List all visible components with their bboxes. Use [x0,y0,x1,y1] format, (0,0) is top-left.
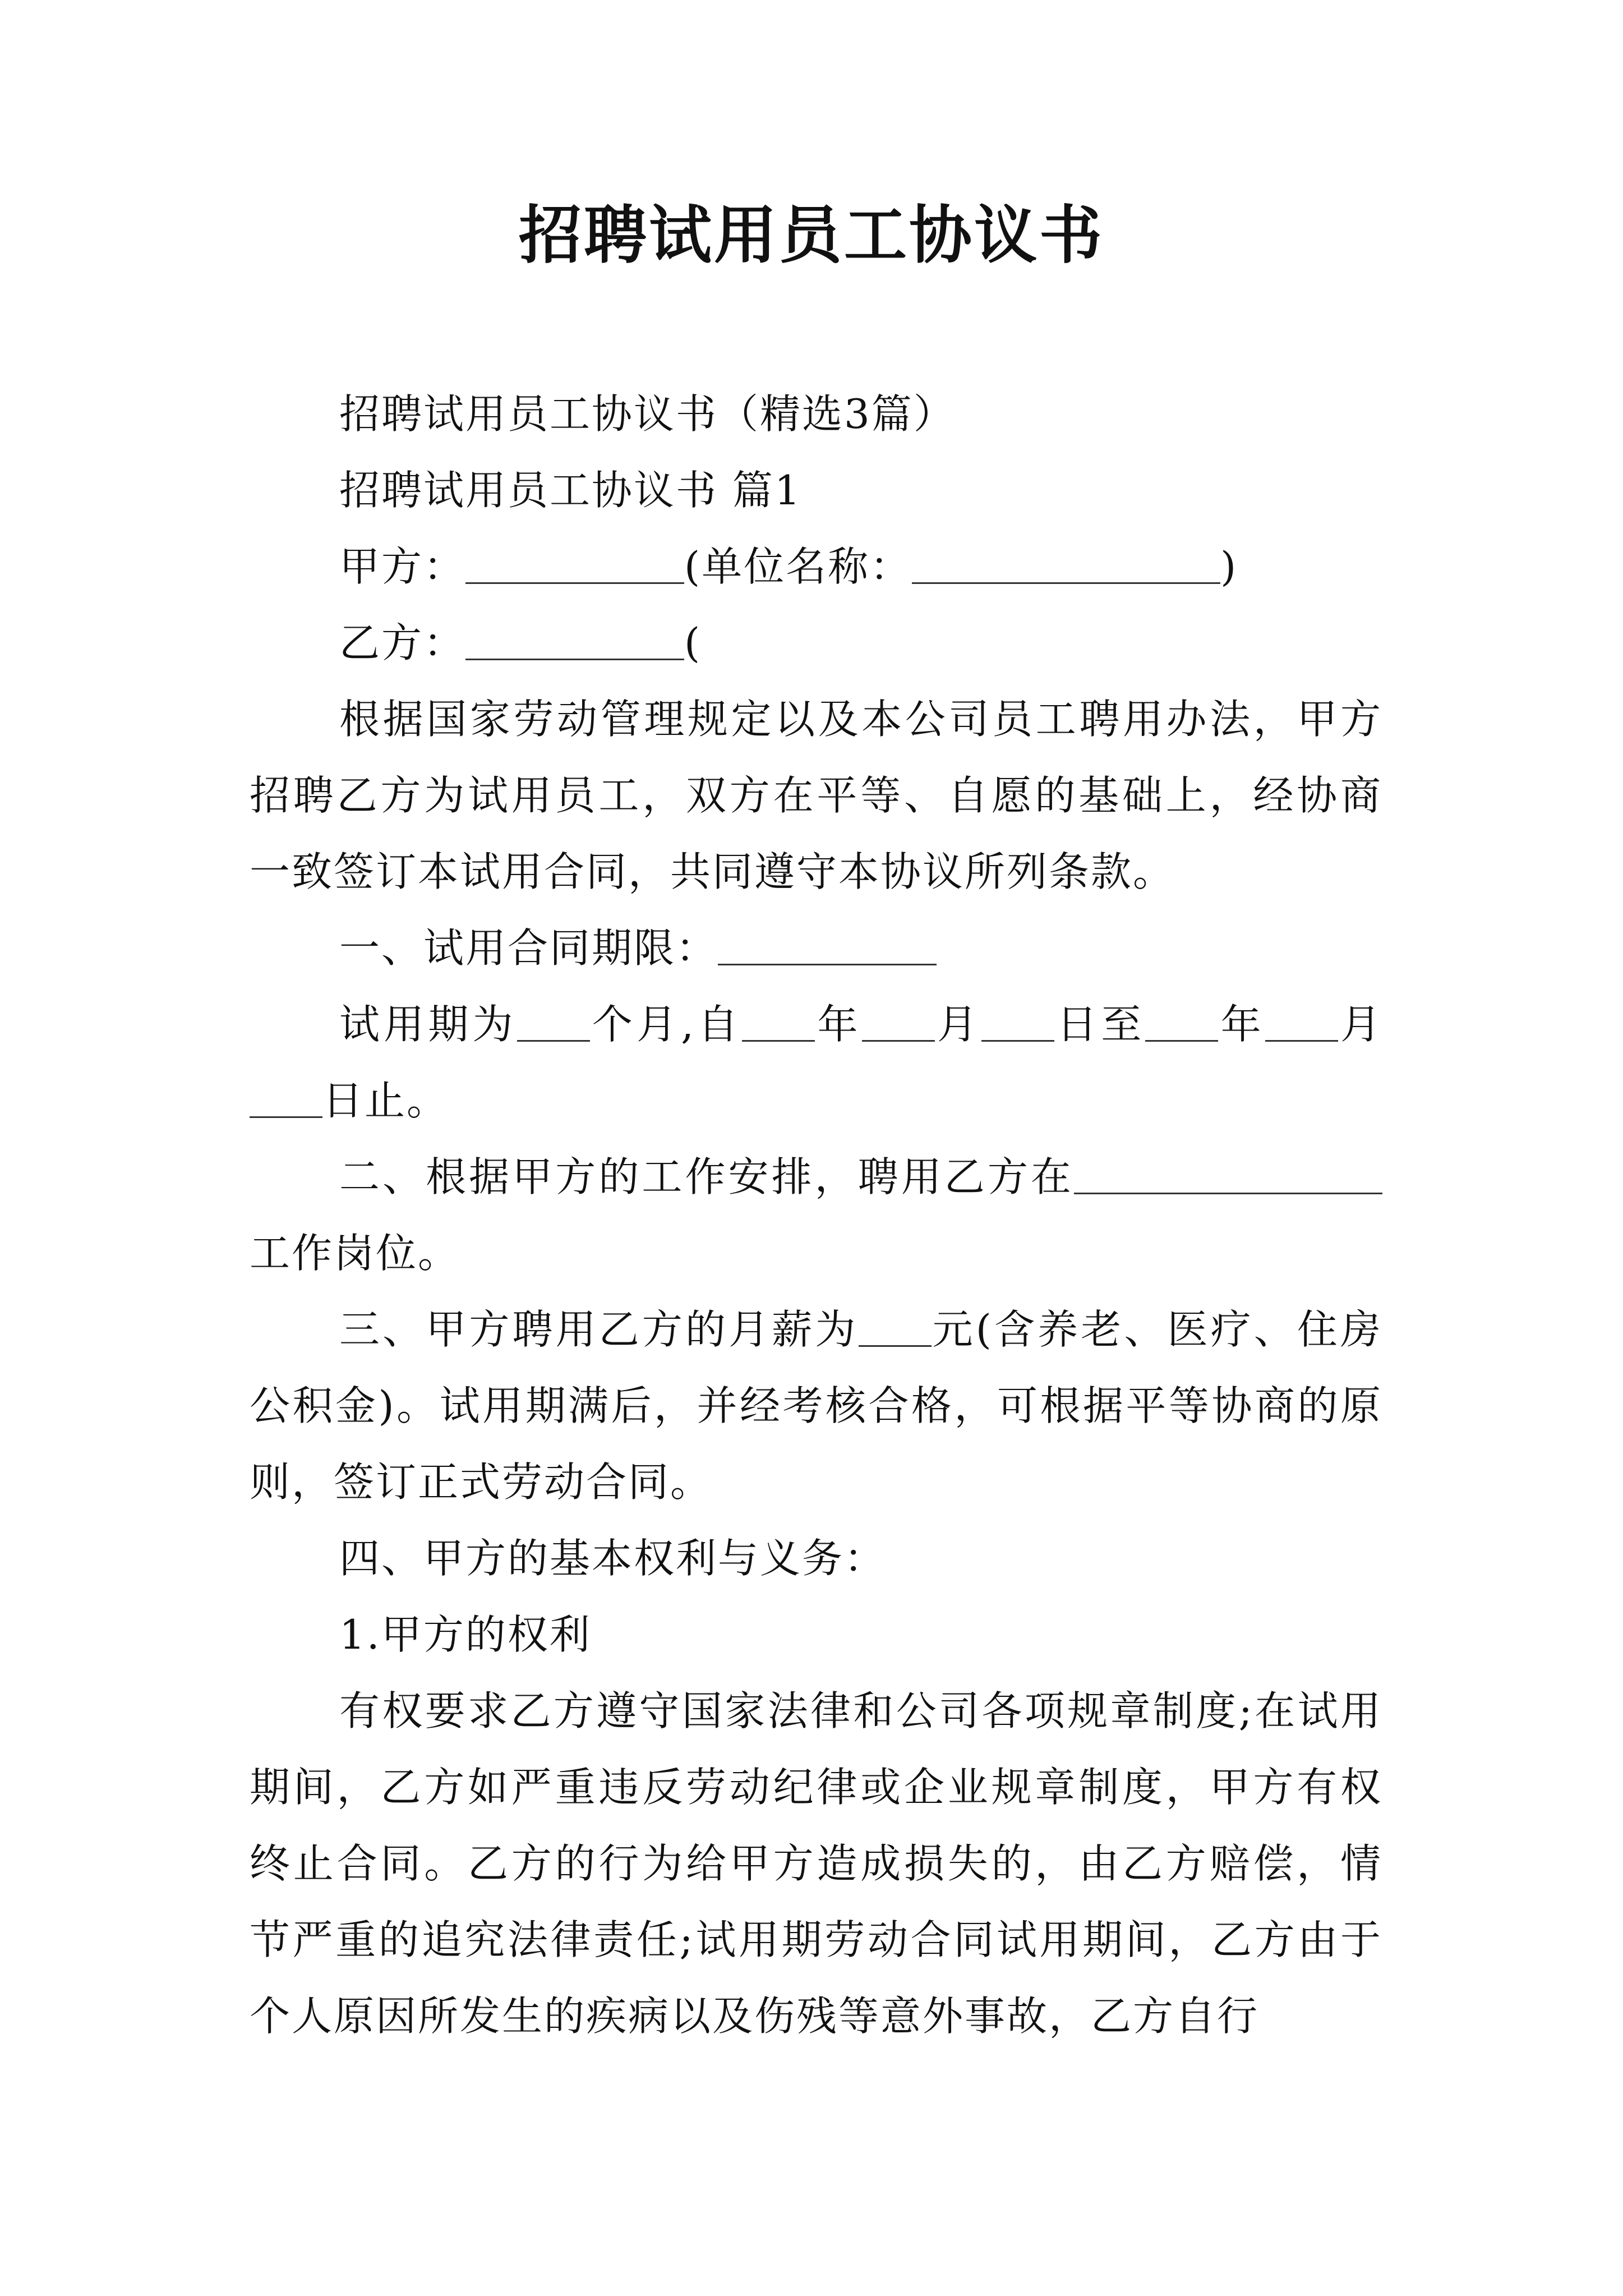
section-title: 招聘试用员工协议书 篇1 [339,467,802,514]
clause4-subtitle: 1.甲方的权利 [339,1611,592,1658]
party-a-line [250,528,1382,605]
end-day-blank [250,1077,322,1118]
clause3 [250,1291,1382,1520]
party-b-blank [465,619,684,660]
intro-paragraph: 根据国家劳动管理规定以及本公司员工聘用办法，甲方招聘乙方为试用员工，双方在平等、自愿的基础上，经协商一致签订本试用合同，共同遵守本协议所列条款。 [250,696,1382,895]
end-year-blank [1145,1001,1218,1042]
period-text-8: 日止。 [322,1077,449,1124]
start-day-blank [981,1001,1054,1042]
document-title: 招聘试用员工协议书 [519,199,1104,272]
period-text-7: 月 [1338,1001,1382,1048]
party-a-unit-label: (单位名称： [684,543,912,590]
period-text-2: 个月,自 [589,1001,743,1048]
party-b-line [250,605,1382,681]
document-body [250,376,1382,2054]
clause2-text-b: 工作岗位。 [250,1230,460,1277]
clause2-text-a: 二、根据甲方的工作安排，聘用乙方在 [339,1153,1074,1200]
party-a-unit-blank [912,543,1220,584]
start-year-blank [742,1001,815,1042]
party-b-label: 乙方： [339,619,466,666]
party-a-blank [465,543,684,584]
party-b-open: ( [684,619,702,666]
clause4-title: 四、甲方的基本权利与义务： [339,1535,887,1582]
clause1-period [250,986,1382,1139]
clause1-title [250,910,1382,986]
clause1-blank [718,924,937,965]
clause3-text-b: 元(含养老、医疗、住房公积金)。试用期满后，并经考核合格，可根据平等协商的原则，签订正式劳动合同。 [250,1306,1382,1506]
end-month-blank [1265,1001,1338,1042]
period-text-3: 年 [815,1001,862,1048]
party-a-unit-close: ) [1220,543,1238,590]
subtitle: 招聘试用员工协议书（精选3篇） [339,390,956,438]
party-a-label: 甲方： [339,543,466,590]
period-text-4: 月 [934,1001,981,1048]
period-text-6: 年 [1218,1001,1265,1048]
start-month-blank [862,1001,935,1042]
clause2 [250,1139,1382,1291]
clause1-title-text: 一、试用合同期限： [339,924,718,972]
period-text-5: 日至 [1054,1001,1146,1048]
months-blank [517,1001,590,1042]
period-text-1: 试用期为 [339,1001,517,1048]
position-blank [1074,1153,1382,1194]
clause4-paragraph: 有权要求乙方遵守国家法律和公司各项规章制度;在试用期间，乙方如严重违反劳动纪律或企业规章制度，甲方有权终止合同。乙方的行为给甲方造成损失的，由乙方赔偿，情节严重的追究法律责任;试用期劳动合同试用期间，乙方由于个人原因所发生的疾病以及伤残等意外事故，乙方自行 [250,1687,1382,2040]
clause3-text-a: 三、甲方聘用乙方的月薪为 [339,1306,859,1353]
salary-blank [859,1306,932,1347]
